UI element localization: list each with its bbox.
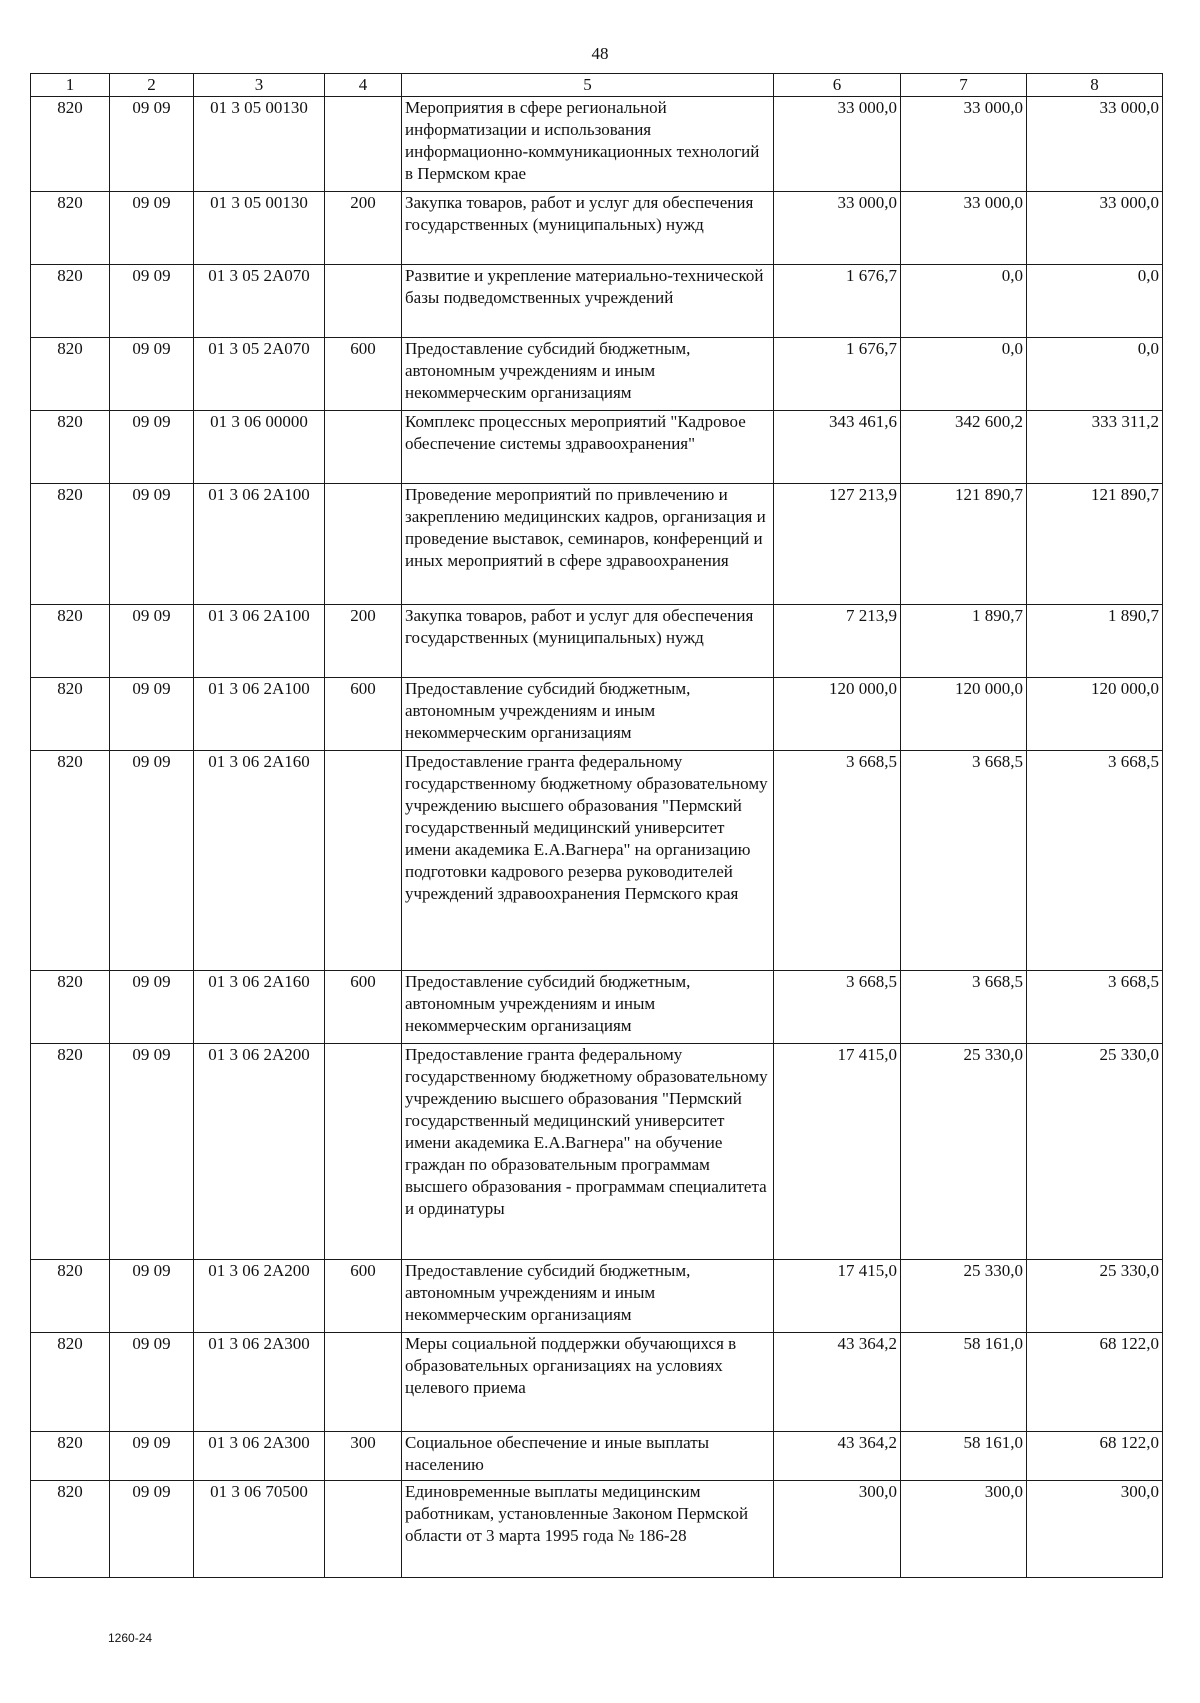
section-code: 09 09 [110,1044,194,1260]
amount-col-7: 121 890,7 [901,484,1027,605]
ministry-code: 820 [31,1481,110,1578]
table-row [31,1044,1163,1260]
item-name: Предоставление субсидий бюджетным, автономным учреждениям и иным некоммерческим организациям [402,338,774,411]
ministry-code: 820 [31,1044,110,1260]
target-article-code: 01 3 06 2А160 [194,971,325,1044]
amount-col-8: 121 890,7 [1027,484,1163,605]
item-name: Предоставление субсидий бюджетным, автономным учреждениям и иным некоммерческим организациям [402,1260,774,1333]
amount-col-6: 127 213,9 [774,484,901,605]
column-header-2: 2 [110,74,194,97]
item-name: Предоставление гранта федеральному государственному бюджетному образовательному учреждению высшего образования "Пермский государственный медицинский университет имени академика Е.А.Вагнера" на организацию подготовки кадрового резерва руководителей учреждений здравоохранения Пермского края [402,751,774,971]
expense-type-code: 200 [325,605,402,678]
table-row [31,192,1163,265]
section-code: 09 09 [110,1481,194,1578]
expense-type-code: 200 [325,192,402,265]
amount-col-7: 58 161,0 [901,1333,1027,1432]
amount-col-8: 68 122,0 [1027,1432,1163,1481]
expense-type-code [325,97,402,192]
ministry-code: 820 [31,605,110,678]
amount-col-6: 33 000,0 [774,97,901,192]
ministry-code: 820 [31,97,110,192]
amount-col-7: 342 600,2 [901,411,1027,484]
expense-type-code [325,751,402,971]
amount-col-8: 1 890,7 [1027,605,1163,678]
target-article-code: 01 3 06 70500 [194,1481,325,1578]
item-name: Мероприятия в сфере региональной информатизации и использования информационно-коммуникационных технологий в Пермском крае [402,97,774,192]
target-article-code: 01 3 06 2А160 [194,751,325,971]
item-name: Комплекс процессных мероприятий "Кадровое обеспечение системы здравоохранения" [402,411,774,484]
amount-col-6: 3 668,5 [774,971,901,1044]
amount-col-8: 3 668,5 [1027,751,1163,971]
section-code: 09 09 [110,751,194,971]
ministry-code: 820 [31,678,110,751]
table-row [31,97,1163,192]
section-code: 09 09 [110,192,194,265]
item-name: Проведение мероприятий по привлечению и закреплению медицинских кадров, организация и проведение выставок, семинаров, конференций и иных мероприятий в сфере здравоохранения [402,484,774,605]
amount-col-6: 7 213,9 [774,605,901,678]
expense-type-code [325,1044,402,1260]
table-row [31,265,1163,338]
amount-col-7: 120 000,0 [901,678,1027,751]
section-code: 09 09 [110,411,194,484]
item-name: Предоставление субсидий бюджетным, автономным учреждениям и иным некоммерческим организациям [402,678,774,751]
amount-col-8: 300,0 [1027,1481,1163,1578]
item-name: Социальное обеспечение и иные выплаты населению [402,1432,774,1481]
amount-col-6: 1 676,7 [774,338,901,411]
section-code: 09 09 [110,265,194,338]
amount-col-8: 0,0 [1027,265,1163,338]
expense-type-code [325,484,402,605]
amount-col-7: 1 890,7 [901,605,1027,678]
ministry-code: 820 [31,338,110,411]
column-header-6: 6 [774,74,901,97]
item-name: Предоставление субсидий бюджетным, автономным учреждениям и иным некоммерческим организациям [402,971,774,1044]
budget-table [30,73,1163,1578]
document-code: 1260-24 [108,1631,153,1645]
amount-col-6: 43 364,2 [774,1333,901,1432]
target-article-code: 01 3 06 2А100 [194,678,325,751]
target-article-code: 01 3 06 2А300 [194,1432,325,1481]
target-article-code: 01 3 06 2А200 [194,1260,325,1333]
section-code: 09 09 [110,1333,194,1432]
amount-col-8: 33 000,0 [1027,97,1163,192]
amount-col-8: 120 000,0 [1027,678,1163,751]
amount-col-7: 33 000,0 [901,192,1027,265]
expense-type-code [325,265,402,338]
amount-col-7: 0,0 [901,338,1027,411]
ministry-code: 820 [31,265,110,338]
table-row [31,484,1163,605]
item-name: Единовременные выплаты медицинским работникам, установленные Законом Пермской области от 3 марта 1995 года № 186-28 [402,1481,774,1578]
target-article-code: 01 3 06 2А100 [194,605,325,678]
amount-col-6: 17 415,0 [774,1044,901,1260]
ministry-code: 820 [31,971,110,1044]
ministry-code: 820 [31,484,110,605]
expense-type-code: 600 [325,1260,402,1333]
amount-col-7: 3 668,5 [901,971,1027,1044]
item-name: Меры социальной поддержки обучающихся в образовательных организациях на условиях целевого приема [402,1333,774,1432]
section-code: 09 09 [110,1260,194,1333]
ministry-code: 820 [31,1333,110,1432]
ministry-code: 820 [31,751,110,971]
column-header-3: 3 [194,74,325,97]
target-article-code: 01 3 05 2А070 [194,265,325,338]
amount-col-6: 343 461,6 [774,411,901,484]
item-name: Закупка товаров, работ и услуг для обеспечения государственных (муниципальных) нужд [402,605,774,678]
target-article-code: 01 3 06 00000 [194,411,325,484]
table-row [31,605,1163,678]
expense-type-code [325,1481,402,1578]
section-code: 09 09 [110,97,194,192]
expense-type-code [325,1333,402,1432]
target-article-code: 01 3 05 00130 [194,97,325,192]
section-code: 09 09 [110,971,194,1044]
expense-type-code [325,411,402,484]
amount-col-7: 3 668,5 [901,751,1027,971]
amount-col-6: 17 415,0 [774,1260,901,1333]
section-code: 09 09 [110,678,194,751]
table-row [31,751,1163,971]
table-row [31,1260,1163,1333]
expense-type-code: 300 [325,1432,402,1481]
target-article-code: 01 3 05 00130 [194,192,325,265]
target-article-code: 01 3 05 2А070 [194,338,325,411]
item-name: Закупка товаров, работ и услуг для обеспечения государственных (муниципальных) нужд [402,192,774,265]
section-code: 09 09 [110,338,194,411]
amount-col-7: 58 161,0 [901,1432,1027,1481]
amount-col-8: 33 000,0 [1027,192,1163,265]
expense-type-code: 600 [325,971,402,1044]
item-name: Развитие и укрепление материально-технической базы подведомственных учреждений [402,265,774,338]
header-row [31,74,1163,97]
column-header-5: 5 [402,74,774,97]
amount-col-7: 0,0 [901,265,1027,338]
item-name: Предоставление гранта федеральному государственному бюджетному образовательному учреждению высшего образования "Пермский государственный медицинский университет имени академика Е.А.Вагнера" на обучение граждан по образовательным программам высшего образования - программам специалитета и ординатуры [402,1044,774,1260]
amount-col-8: 25 330,0 [1027,1044,1163,1260]
amount-col-6: 3 668,5 [774,751,901,971]
section-code: 09 09 [110,605,194,678]
expense-type-code: 600 [325,338,402,411]
amount-col-7: 25 330,0 [901,1044,1027,1260]
table-row [31,1333,1163,1432]
ministry-code: 820 [31,1432,110,1481]
amount-col-6: 33 000,0 [774,192,901,265]
column-header-1: 1 [31,74,110,97]
table-row [31,1432,1163,1481]
table-row [31,411,1163,484]
ministry-code: 820 [31,192,110,265]
column-header-7: 7 [901,74,1027,97]
amount-col-7: 33 000,0 [901,97,1027,192]
table-row [31,678,1163,751]
amount-col-8: 0,0 [1027,338,1163,411]
section-code: 09 09 [110,1432,194,1481]
page-number: 48 [591,44,609,63]
section-code: 09 09 [110,484,194,605]
target-article-code: 01 3 06 2А200 [194,1044,325,1260]
amount-col-8: 25 330,0 [1027,1260,1163,1333]
expense-type-code: 600 [325,678,402,751]
amount-col-8: 68 122,0 [1027,1333,1163,1432]
amount-col-8: 333 311,2 [1027,411,1163,484]
amount-col-6: 43 364,2 [774,1432,901,1481]
column-header-8: 8 [1027,74,1163,97]
target-article-code: 01 3 06 2А100 [194,484,325,605]
amount-col-7: 300,0 [901,1481,1027,1578]
amount-col-7: 25 330,0 [901,1260,1027,1333]
table-row [31,971,1163,1044]
ministry-code: 820 [31,411,110,484]
amount-col-6: 120 000,0 [774,678,901,751]
amount-col-6: 1 676,7 [774,265,901,338]
table-row [31,1481,1163,1578]
target-article-code: 01 3 06 2А300 [194,1333,325,1432]
ministry-code: 820 [31,1260,110,1333]
amount-col-8: 3 668,5 [1027,971,1163,1044]
table-row [31,338,1163,411]
amount-col-6: 300,0 [774,1481,901,1578]
column-header-4: 4 [325,74,402,97]
